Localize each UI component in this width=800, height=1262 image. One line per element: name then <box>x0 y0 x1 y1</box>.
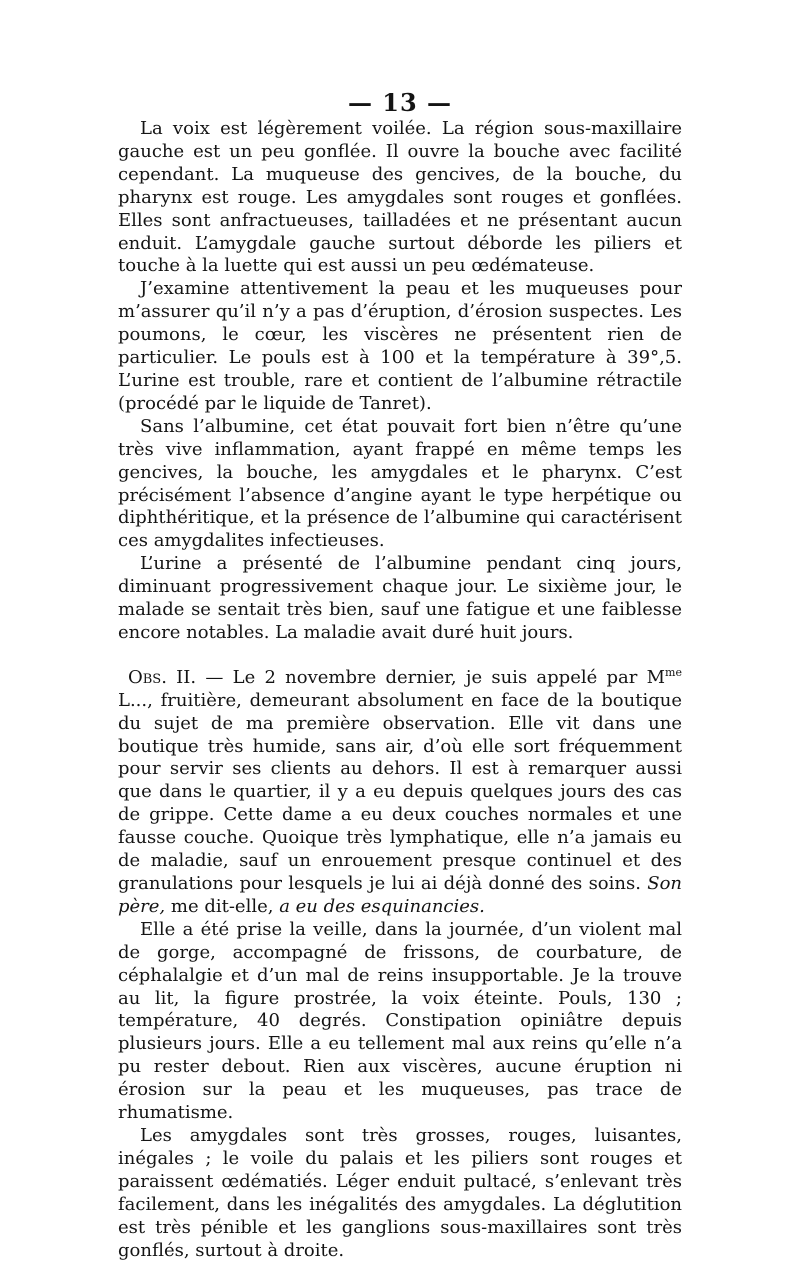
paragraph: La voix est légèrement voilée. La région sous-maxillaire gauche est un peu gonflée. Il ouvre la bouche avec facilité cependant. La muqueuse des gencives, de la bouche, du pharynx est rouge. Les amygdales sont rouges et gonflées. Elles sont anfractueuses, tailladées et ne présentant aucun enduit. L’amygdale gauche surtout déborde les piliers et touche à la luette qui est aussi un peu œdémateuse. <box>118 118 682 277</box>
observation-text-c: me dit-elle, <box>165 895 280 917</box>
quote-italic-b: a eu des esquinancies. <box>279 895 485 917</box>
quote-italic-a: Son père, <box>118 873 682 917</box>
observation-superscript: me <box>665 665 682 679</box>
paragraph: Sans l’albumine, cet état pouvait fort bien n’être qu’une très vive inflammation, ayant frappé en même temps les gencives, la bouche, les amygdales et le pharynx. C’est précisément l’absence d’angine ayant le type herpétique ou diphthéritique, et la présence de l’albumine qui caractérisent ces amygdalites infectieuses. <box>118 415 682 552</box>
page-number: — 13 — <box>347 88 453 117</box>
observation-label: Obs. II. <box>128 666 197 688</box>
observation-text-b: L..., fruitière, demeurant absolument en face de la boutique du sujet de ma première observation. Elle vit dans une boutique très humide, sans air, d’où elle sort fréquemment pour servir ses clients au dehors. Il est à remarquer aussi que dans le quartier, il y a eu depuis quelques jours des cas de grippe. Cette dame a eu deux couches normales et une fausse couche. Quoique très lymphatique, elle n’a jamais eu de maladie, sauf un enrouement presque continuel et des granulations pour lesquels je lui ai déjà donné des soins. <box>118 689 682 894</box>
observation-paragraph <box>118 667 682 919</box>
paragraph: J’examine attentivement la peau et les muqueuses pour m’assurer qu’il n’y a pas d’éruption, d’érosion suspectes. Les poumons, le cœur, les viscères ne présentent rien de particulier. Le pouls est à 100 et la température à 39°,5. L’urine est trouble, rare et contient de l’albumine rétractile (procédé par le liquide de Tanret). <box>118 278 682 414</box>
paragraph: Les amygdales sont très grosses, rouges, luisantes, inégales ; le voile du palais et les piliers sont rouges et paraissent œdématiés. Léger enduit pultacé, s’enlevant très facilement, dans les inégalités des amygdales. La déglutition est très pénible et les ganglions sous-maxillaires sont très gonflés, surtout à droite. <box>118 1124 682 1261</box>
paragraph: Elle a été prise la veille, dans la journée, d’un violent mal de gorge, accompagné de frissons, de courbature, de céphalalgie et d’un mal de reins insupportable. Je la trouve au lit, la figure prostrée, la voix éteinte. Pouls, 130 ; température, 40 degrés. Constipation opiniâtre depuis plusieurs jours. Elle a eu tellement mal aux reins qu’elle n’a pu rester debout. Rien aux viscères, aucune éruption ni érosion sur la peau et les muqueuses, pas trace de rhumatisme. <box>118 918 682 1124</box>
observation-text-a: — Le 2 novembre dernier, je suis appelé par M <box>196 666 666 688</box>
paragraph: L’urine a présenté de l’albumine pendant cinq jours, diminuant progressivement chaque jour. Le sixième jour, le malade se sentait très bien, sauf une fatigue et une faiblesse encore notables. La maladie avait duré huit jours. <box>118 553 682 643</box>
body-text <box>118 118 682 1262</box>
